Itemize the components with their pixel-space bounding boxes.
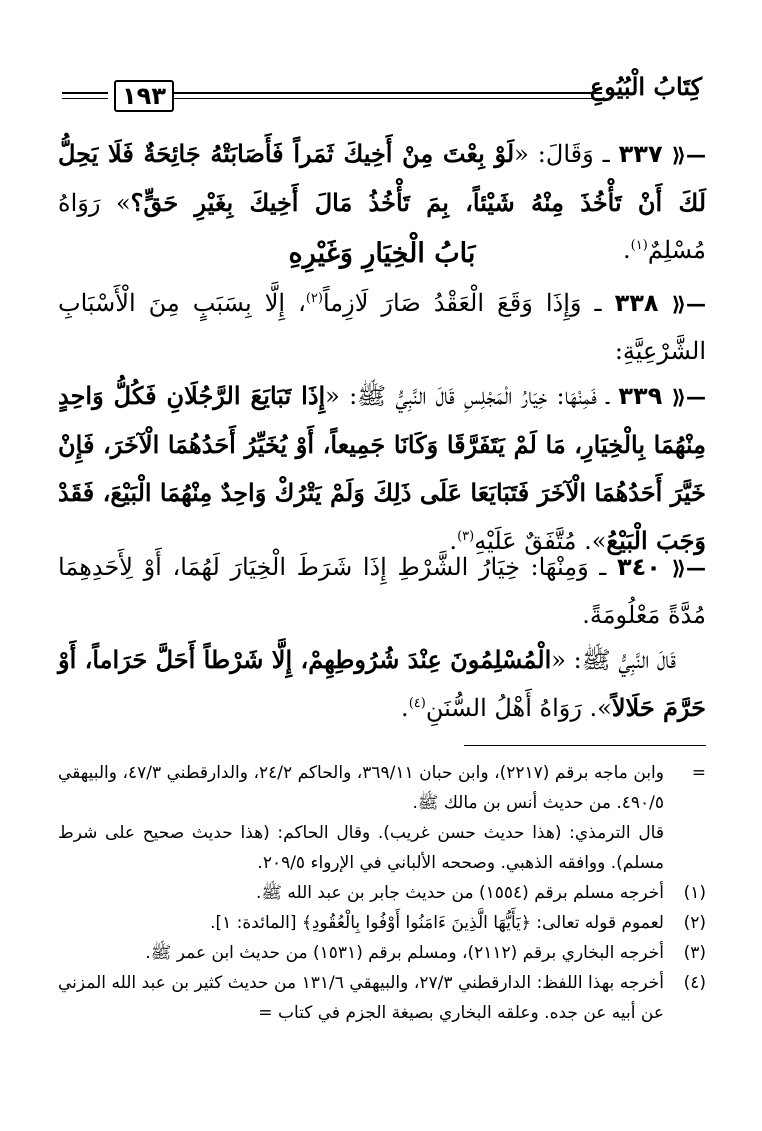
footnote-text: لعموم قوله تعالى: ﴿يَأَيُّهَا الَّذِينَ ءَامَنُوا أَوْفُوا بِالْعُقُودِ﴾ [المائدة: ١]. — [210, 913, 664, 933]
footnote-text: قال الترمذي: (هذا حديث حسن غريب). وقال الحاكم: (هذا حديث صحيح على شرط مسلم). ووافقه الذهبي. وصححه الألباني في الإرواء ٢٠٩/٥. — [58, 823, 664, 873]
footnote-ref: (٢) — [305, 291, 323, 306]
paragraph-lead: ـ فَمِنْهَا: خِيَارُ الْمَجْلِسِ قَالَ النَّبِيُّ ﷺ: « — [325, 382, 610, 410]
paragraph-marker: —⟪ — [671, 385, 706, 409]
header-rule — [62, 92, 108, 94]
paragraph-text: ـ وَمِنْهَا: خِيَارُ الشَّرْطِ إِذَا شَرَطَ الْخِيَارَ لَهُمَا، أَوْ لِأَحَدِهِمَا مُدَّةً مَعْلُومَةً. — [58, 553, 706, 629]
paragraph-end: . — [401, 694, 409, 722]
paragraph-tail: » رَوَاهُ مُسْلِمٌ — [58, 189, 706, 264]
chapter-title: كِتَابُ الْبُيُوعِ — [589, 72, 702, 101]
page-header — [62, 70, 702, 114]
hadith-quote: الْمُسْلِمُونَ عِنْدَ شُرُوطِهِمْ، إِلَّا شَرْطاً أَحَلَّ حَرَاماً، أَوْ حَرَّمَ حَلَالاً — [57, 645, 706, 722]
footnote-text: أخرجه البخاري برقم (٢١١٢)، ومسلم برقم (١٥٣١) من حديث ابن عمر ﷺ. — [145, 943, 664, 963]
paragraph-tail: ». مُتَّفَقٌ عَلَيْهِ — [474, 527, 607, 555]
paragraph-text: ، إِلَّا بِسَبَبٍ مِنَ الْأَسْبَابِ الشَّرْعِيَّةِ: — [58, 289, 706, 365]
section-heading: بَابُ الْخِيَارِ وَغَيْرِهِ — [288, 238, 476, 269]
footnote-ref: (٤) — [408, 696, 426, 711]
footnote-text: أخرجه بهذا اللفظ: الدارقطني ٢٧/٣، والبيهقي ١٣١/٦ من حديث كثير بن عبد الله المزني عن أبيه عن جده. وعلقه البخاري بصيغة الجزم في كتاب = — [58, 973, 664, 1023]
footnote-label: (١) — [683, 883, 706, 903]
footnote-label: (٢) — [683, 913, 706, 933]
paragraph-lead: قَالَ النَّبِيُّ ﷺ: « — [551, 646, 676, 674]
paragraph-lead: ـ وَقَالَ: « — [514, 140, 610, 168]
paragraph-number: ٣٣٩ — [618, 382, 663, 410]
footnote-label — [664, 818, 706, 878]
hadith-quote: إِذَا تَبَايَعَ الرَّجُلَانِ فَكُلُّ وَاحِدٍ مِنْهُمَا بِالْخِيَارِ، مَا لَمْ يَتَفَرَّقَا وَكَانَا جَمِيعاً، أَوْ يُخَيِّرُ أَحَدُهُمَا الْآخَرَ، فَإِنْ خَيَّرَ أَحَدُهُمَا الْآخَرَ فَتَبَايَعَا عَلَى ذَلِكَ وَلَمْ يَتْرُكْ وَاحِدٌ مِنْهُمَا الْبَيْعَ، فَقَدْ وَجَبَ الْبَيْعُ — [58, 381, 706, 555]
paragraph-number: ٣٣٨ — [614, 289, 659, 317]
header-rule — [62, 98, 108, 99]
footnote-ref: (٣) — [457, 529, 475, 544]
page-number: ١٩٣ — [114, 80, 174, 112]
footnote-3 — [58, 938, 706, 968]
paragraph-tail: ». رَوَاهُ أَهْلُ السُّنَنِ — [425, 694, 612, 722]
footnote-label: (٣) — [683, 943, 706, 963]
paragraph-end: . — [449, 527, 458, 555]
hadith-paragraph — [58, 636, 706, 732]
footnotes — [58, 758, 706, 1028]
paragraph-marker: —⟪ — [671, 556, 706, 580]
paragraph-end: . — [623, 236, 631, 264]
footnote-text: أخرجه مسلم برقم (١٥٥٤) من حديث جابر بن عبد الله ﷺ. — [256, 883, 664, 903]
footnote-continued — [58, 818, 706, 878]
footnote-separator — [464, 745, 706, 746]
footnote-continued — [58, 758, 706, 818]
hadith-quote: لَوْ بِعْتَ مِنْ أَخِيكَ ثَمَراً فَأَصَابَتْهُ جَائِحَةٌ فَلَا يَحِلُّ لَكَ أَنْ تَأْخُذَ مِنْهُ شَيْئاً، بِمَ تَأْخُذُ مَالَ أَخِيكَ بِغَيْرِ حَقٍّ؟ — [58, 139, 707, 217]
footnote-1 — [58, 878, 706, 908]
footnote-2 — [58, 908, 706, 938]
paragraph-339 — [58, 372, 706, 565]
paragraph-marker: —⟪ — [671, 143, 706, 167]
paragraph-number: ٣٤٠ — [616, 553, 661, 581]
paragraph-number: ٣٣٧ — [618, 140, 663, 168]
footnote-text: وابن ماجه برقم (٢٢١٧)، وابن حبان ٣٦٩/١١، والحاكم ٢٤/٢، والدارقطني ٤٧/٣، والبيهقي ٤٩٠/٥. من حديث أنس بن مالك ﷺ. — [58, 763, 664, 813]
footnote-label: = — [691, 763, 706, 783]
footnote-ref: (١) — [630, 238, 648, 253]
header-rule — [172, 98, 602, 99]
footnote-4 — [58, 968, 706, 1028]
paragraph-338 — [58, 280, 706, 375]
paragraph-marker: —⟪ — [671, 292, 706, 316]
footnote-label: (٤) — [683, 973, 706, 993]
header-rule — [172, 92, 602, 94]
paragraph-340 — [58, 544, 706, 639]
paragraph-text: ـ وَإِذَا وَقَعَ الْعَقْدُ صَارَ لَازِماً — [322, 289, 602, 317]
